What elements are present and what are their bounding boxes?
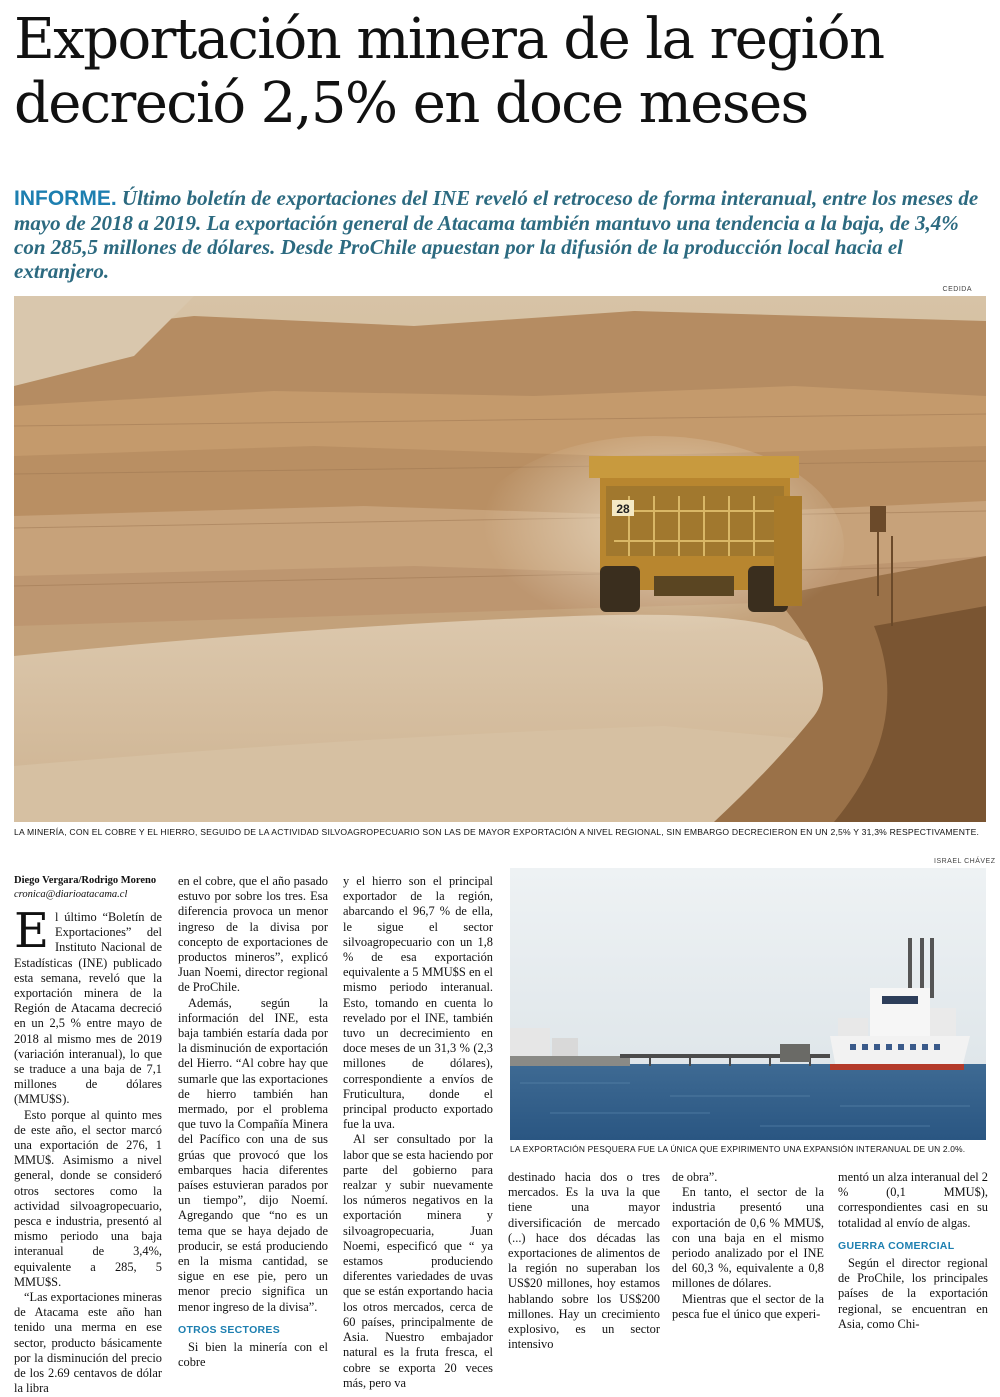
article-column-5 <box>672 1170 824 1336</box>
paragraph: en el cobre, que el año pasado estuvo por sobre los tres. Esa diferencia provoca un menor ingreso de la divisa por concepto de exportaciones de productos mineros”, explicó Juan Noemi, director regional de ProChile. <box>178 874 328 995</box>
mining-truck-photo <box>14 296 986 822</box>
port-photo-caption: LA EXPORTACIÓN PESQUERA FUE LA ÚNICA QUE EXPIRIMENTO UNA EXPANSIÓN INTERANUAL DE UN 2.0%. <box>510 1144 966 1154</box>
paragraph <box>14 903 162 1108</box>
byline-authors: Diego Vergara/Rodrigo Moreno <box>14 875 157 886</box>
main-photo-caption: LA MINERÍA, CON EL COBRE Y EL HIERRO, SEGUIDO DE LA ACTIVIDAD SILVOAGROPECUARIO SON LAS DE MAYOR EXPORTACIÓN A NIVEL REGIONAL, SIN EMBARGO DECRECIERON EN UN 2,5% Y 31,3% RESPECTIVAMENTE. <box>14 827 980 837</box>
photo-credit-port: ISRAEL CHÁVEZ <box>934 858 996 865</box>
byline-email: cronica@diarioatacama.cl <box>14 889 128 900</box>
lead-kicker: INFORME. <box>14 187 117 210</box>
paragraph: Mientras que el sector de la pesca fue el único que experi- <box>672 1291 824 1321</box>
paragraph: “Las exportaciones mineras de Atacama este año han tenido una merma en ese sector, producto básicamente por la disminución del precio de los 2.69 centavos de dólar la libra <box>14 1290 162 1396</box>
paragraph: mentó un alza interanual del 2 % (0,1 MMU$), correspondientes casi en su totalidad al envío de algas. <box>838 1170 988 1230</box>
article-column-4 <box>508 1170 660 1352</box>
subhead-guerra-comercial: GUERRA COMERCIAL <box>838 1239 955 1252</box>
paragraph: y el hierro son el principal exportador de la región, abarcando el 96,7 % de ella, le sigue el sector silvoagropecuario con un 1,8 % de esa exportación equivalente a 5 MMU$S en el mismo periodo interanual. Esto, tomando en cuenta lo revelado por el INE, también tuvo un decrecimiento en doce meses de un 31,3 % (2,3 millones de dólares), correspondiente a envíos de Fruticultura, donde el principal producto exportado fue la uva. <box>343 874 493 1132</box>
port-ship-photo <box>510 868 986 1140</box>
truck-number: 28 <box>616 502 630 516</box>
paragraph-text: l último “Boletín de Exportaciones” del Instituto Nacional de Estadísticas (INE) publicado esta semana, reveló que la exportación minera de la Región de Atacama decreció en un 2,5 % entre mayo de 2018 al mismo mes de 2019 (variación interanual), lo que se traduce a una baja de 7,1 millones de dólares (MMU$S). <box>14 910 162 1107</box>
headline: Exportación minera de la región decreció 2,5% en doce meses <box>14 7 884 136</box>
paragraph: Además, según la información del INE, esta baja también estaría dada por la disminución de exportación del Hierro. “Al cobre hay que sumarle que las exportaciones de hierro también han mermado, por el problema que tuvo la Compañía Minera del Pacífico con una de sus grúas que provocó que los embarques hacia diferentes países estuvieran parados por un tiempo”, dijo Noemí. Agregando que “no es un tema que se haya dejado de producir, se está produciendo en la misma cantidad, se sigue en ese pie, pero un menor precio significa un menor ingreso de la divisa”. <box>178 995 328 1314</box>
paragraph: Si bien la minería con el cobre <box>178 1340 328 1370</box>
article-column-1 <box>14 874 162 1396</box>
photo-credit-main: CEDIDA <box>942 286 972 293</box>
lead-paragraph <box>14 186 986 283</box>
article-column-3 <box>343 874 493 1390</box>
article-column-2 <box>178 874 328 1370</box>
paragraph: destinado hacia dos o tres mercados. Es la uva la que tiene una mayor diversificación de mercado (...) hace dos décadas las exportaciones de alimentos de la región no superaban los US$20 millones, hoy estamos hablando sobre los US$200 millones. Hay un crecimiento explosivo, es un sector intensivo <box>508 1170 660 1352</box>
drop-cap: E <box>14 903 50 959</box>
article-column-6 <box>838 1170 988 1336</box>
subhead-otros-sectores: OTROS SECTORES <box>178 1323 281 1336</box>
lead-text: Último boletín de exportaciones del INE reveló el retroceso de forma interanual, entre los meses de mayo de 2018 a 2019. La exportación general de Atacama también mantuvo una tendencia a la baja, de 3,4% con 285,5 millones de dólares. Desde ProChile apuestan por la difusión de la producción local hacia el extranjero. <box>14 186 979 283</box>
paragraph: Según el director regional de ProChile, los principales países de la exportación regional, se encuentran en Asia, como Chi- <box>838 1256 988 1331</box>
paragraph: de obra”. <box>672 1170 718 1184</box>
paragraph: Al ser consultado por la labor que se esta haciendo por parte del gobierno para realzar y subir nuevamente los números negativos en la exportación minera y silvoagropecuaria, Juan Noemi, especificó que “ ya estamos produciendo diferentes variedades de uvas que se están exportando hacia los otros mercados, cerca de 60 países, principalmente de Asia. Nuestro embajador natural es la fruta fresca, el cobre se exporta 20 veces más, pero va <box>343 1132 493 1390</box>
paragraph: Esto porque al quinto mes de este año, el sector marcó una exportación de 276, 1 MMU$. Asimismo a nivel general, donde se consideró otros sectores como la actividad silvoagropecuario, pesca e industria, presentó al mismo periodo una baja interanual de 3,4%, equivalente a 285, 5 MMU$S. <box>14 1107 162 1289</box>
paragraph: En tanto, el sector de la industria presentó una exportación de 0,6 % MMU$, con una baja en el mismo periodo analizado por el INE del 60,3 %, equivalente a 0,8 millones de dólares. <box>672 1185 824 1291</box>
